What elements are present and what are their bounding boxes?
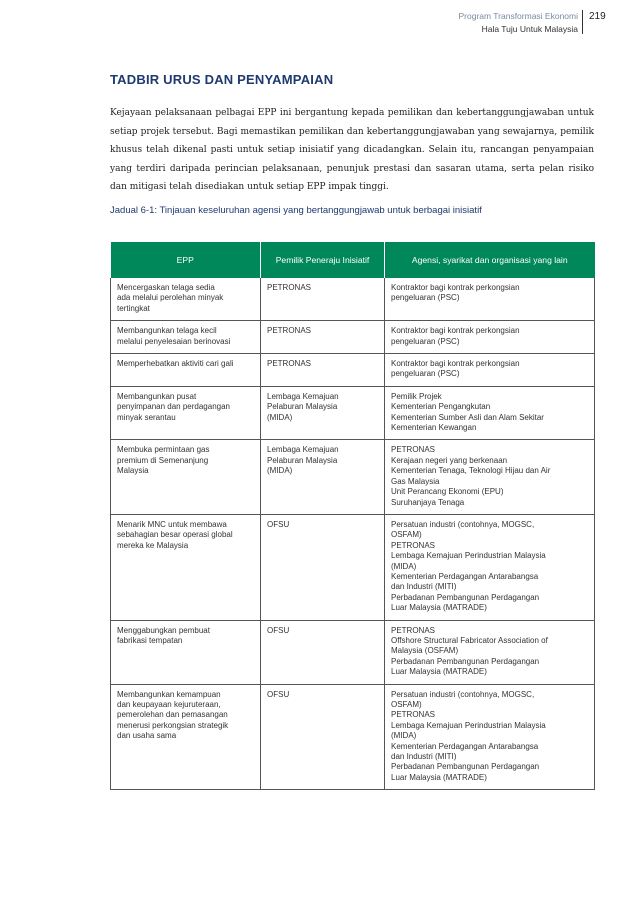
cell-epp-line: tertingkat <box>117 303 150 313</box>
cell-owner-line: PETRONAS <box>267 359 312 369</box>
cell-agencies-line: Unit Perancang Ekonomi (EPU) <box>391 487 504 497</box>
section-title: TADBIR URUS DAN PENYAMPAIAN <box>110 72 334 87</box>
cell-owner-line: OFSU <box>267 689 290 699</box>
cell-owner <box>261 684 385 790</box>
agency-table <box>110 242 595 790</box>
cell-owner <box>261 278 385 321</box>
cell-epp-line: pemerolehan dan pemasangan <box>117 710 228 720</box>
cell-agencies-line: Kementerian Sumber Asli dan Alam Sekitar <box>391 412 544 422</box>
cell-agencies-line: pengeluaran (PSC) <box>391 369 460 379</box>
cell-agencies-line: dan Industri (MITI) <box>391 582 457 592</box>
table-row <box>111 514 595 620</box>
cell-owner <box>261 440 385 514</box>
cell-epp-line: melalui penyelesaian berinovasi <box>117 336 231 346</box>
cell-epp <box>111 514 261 620</box>
cell-epp-line: Memperhebatkan aktiviti cari gali <box>117 359 234 369</box>
cell-owner-line: Pelaburan Malaysia <box>267 455 338 465</box>
cell-owner <box>261 620 385 684</box>
cell-agencies-line: PETRONAS <box>391 540 436 550</box>
cell-agencies-line: Kementerian Pengangkutan <box>391 402 491 412</box>
cell-agencies-line: Lembaga Kemajuan Perindustrian Malaysia <box>391 720 546 730</box>
cell-agencies-line: (MIDA) <box>391 561 417 571</box>
cell-epp-line: fabrikasi tempatan <box>117 635 183 645</box>
intro-paragraph <box>110 104 594 197</box>
table-row <box>111 386 595 440</box>
cell-agencies-line: Malaysia (OSFAM) <box>391 646 459 656</box>
cell-agencies-line: Gas Malaysia <box>391 476 440 486</box>
cell-owner-line: (MIDA) <box>267 412 293 422</box>
cell-epp-line: menerusi perkongsian strategik <box>117 720 229 730</box>
cell-owner-line: OFSU <box>267 519 290 529</box>
cell-agencies-line: PETRONAS <box>391 445 436 455</box>
cell-agencies-line: Kementerian Kewangan <box>391 423 477 433</box>
cell-agencies-line: dan Industri (MITI) <box>391 752 457 762</box>
column-header-epp: EPP <box>111 242 261 278</box>
cell-agencies-line: Lembaga Kemajuan Perindustrian Malaysia <box>391 551 546 561</box>
cell-owner <box>261 321 385 354</box>
cell-agencies-line: Perbadanan Pembangunan Perdagangan <box>391 656 540 666</box>
cell-agencies <box>385 386 595 440</box>
cell-epp <box>111 440 261 514</box>
cell-owner-line: PETRONAS <box>267 326 312 336</box>
cell-agencies-line: Perbadanan Pembangunan Perdagangan <box>391 592 540 602</box>
table-header-row <box>111 242 595 278</box>
cell-owner <box>261 514 385 620</box>
cell-owner <box>261 386 385 440</box>
table-row <box>111 278 595 321</box>
table-caption: Jadual 6-1: Tinjauan keseluruhan agensi yang bertanggungjawab untuk berbagai inisiatif <box>110 205 482 216</box>
cell-epp-line: sebahagian besar operasi global <box>117 530 233 540</box>
table-row <box>111 684 595 790</box>
cell-agencies-line: Kontraktor bagi kontrak perkongsian <box>391 326 520 336</box>
cell-agencies-line: Offshore Structural Fabricator Association of <box>391 635 548 645</box>
cell-owner-line: Lembaga Kemajuan <box>267 391 339 401</box>
cell-epp-line: Menarik MNC untuk membawa <box>117 519 227 529</box>
cell-agencies-line: Kementerian Perdagangan Antarabangsa <box>391 571 539 581</box>
cell-agencies-line: OSFAM) <box>391 700 422 709</box>
cell-agencies-line: Pemilik Projek <box>391 391 442 401</box>
table-row <box>111 620 595 684</box>
page-number: 219 <box>589 11 606 22</box>
cell-owner-line: PETRONAS <box>267 283 312 292</box>
cell-agencies-line: Persatuan industri (contohnya, MOGSC, <box>391 519 535 529</box>
cell-epp-line: Membangunkan kemampuan <box>117 689 221 699</box>
cell-epp-line: Menggabungkan pembuat <box>117 625 210 635</box>
cell-agencies <box>385 620 595 684</box>
column-header-agencies: Agensi, syarikat dan organisasi yang lain <box>385 242 595 278</box>
table-body <box>111 278 595 790</box>
cell-epp <box>111 354 261 387</box>
cell-epp-line: minyak serantau <box>117 412 176 422</box>
cell-epp <box>111 620 261 684</box>
running-head <box>458 10 578 36</box>
cell-epp-line: dan keupayaan kejuruteraan, <box>117 700 221 709</box>
cell-owner-line: Lembaga Kemajuan <box>267 445 339 455</box>
running-head-subtitle: Hala Tuju Untuk Malaysia <box>481 24 578 34</box>
cell-agencies-line: Suruhanjaya Tenaga <box>391 497 465 507</box>
cell-agencies-line: Kementerian Tenaga, Teknologi Hijau dan Air <box>391 466 551 476</box>
running-head-program: Program Transformasi Ekonomi <box>458 11 578 21</box>
cell-epp-line: dan usaha sama <box>117 731 177 741</box>
cell-agencies <box>385 278 595 321</box>
cell-epp <box>111 278 261 321</box>
cell-agencies-line: Kontraktor bagi kontrak perkongsian <box>391 283 520 292</box>
cell-agencies <box>385 514 595 620</box>
cell-epp-line: penyimpanan dan perdagangan <box>117 402 230 412</box>
cell-epp <box>111 321 261 354</box>
cell-agencies <box>385 440 595 514</box>
cell-agencies-line: Luar Malaysia (MATRADE) <box>391 667 487 677</box>
cell-agencies-line: Kerajaan negeri yang berkenaan <box>391 455 508 465</box>
cell-agencies-line: (MIDA) <box>391 731 417 741</box>
cell-epp-line: mereka ke Malaysia <box>117 540 189 550</box>
cell-epp <box>111 386 261 440</box>
cell-epp <box>111 684 261 790</box>
cell-epp-line: Membangunkan telaga kecil <box>117 326 217 336</box>
cell-agencies <box>385 684 595 790</box>
cell-epp-line: Membuka permintaan gas <box>117 445 210 455</box>
table-row <box>111 321 595 354</box>
table-row <box>111 354 595 387</box>
cell-agencies-line: pengeluaran (PSC) <box>391 336 460 346</box>
table-row <box>111 440 595 514</box>
column-header-owner: Pemilik Peneraju Inisiatif <box>261 242 385 278</box>
cell-agencies-line: Perbadanan Pembangunan Perdagangan <box>391 762 540 772</box>
cell-owner-line: OFSU <box>267 625 290 635</box>
cell-epp-line: Membangunkan pusat <box>117 391 197 401</box>
cell-epp-line: Malaysia <box>117 466 149 476</box>
cell-agencies-line: PETRONAS <box>391 625 436 635</box>
cell-owner <box>261 354 385 387</box>
cell-agencies <box>385 321 595 354</box>
cell-epp-line: Mencergaskan telaga sedia <box>117 283 215 292</box>
cell-owner-line: (MIDA) <box>267 466 293 476</box>
cell-agencies-line: PETRONAS <box>391 710 436 720</box>
cell-agencies-line: Luar Malaysia (MATRADE) <box>391 603 487 613</box>
cell-agencies-line: Luar Malaysia (MATRADE) <box>391 772 487 782</box>
intro-text: Kejayaan pelaksanaan pelbagai EPP ini bergantung kepada pemilikan dan kebertanggungjawaban untuk setiap projek tersebut. Bagi memastikan pemilikan dan kebertanggungjawaban yang sewajarnya, pemilik khusus telah dikenal pasti untuk setiap inisiatif yang dicadangkan. Selain itu, rancangan penyampaian yang terdiri daripada perincian pelaksanaan, penunjuk prestasi dan sasaran utama, serta pelan risiko dan mitigasi telah disediakan untuk setiap EPP impak tinggi. <box>110 108 594 192</box>
cell-agencies-line: Kontraktor bagi kontrak perkongsian <box>391 359 520 369</box>
cell-agencies-line: OSFAM) <box>391 530 422 540</box>
running-head-divider <box>582 10 583 34</box>
cell-agencies-line: Kementerian Perdagangan Antarabangsa <box>391 741 539 751</box>
cell-agencies-line: Persatuan industri (contohnya, MOGSC, <box>391 689 535 699</box>
cell-epp-line: premium di Semenanjung <box>117 455 209 465</box>
cell-owner-line: Pelaburan Malaysia <box>267 402 338 412</box>
cell-epp-line: ada melalui perolehan minyak <box>117 293 224 303</box>
cell-agencies <box>385 354 595 387</box>
cell-agencies-line: pengeluaran (PSC) <box>391 293 460 303</box>
